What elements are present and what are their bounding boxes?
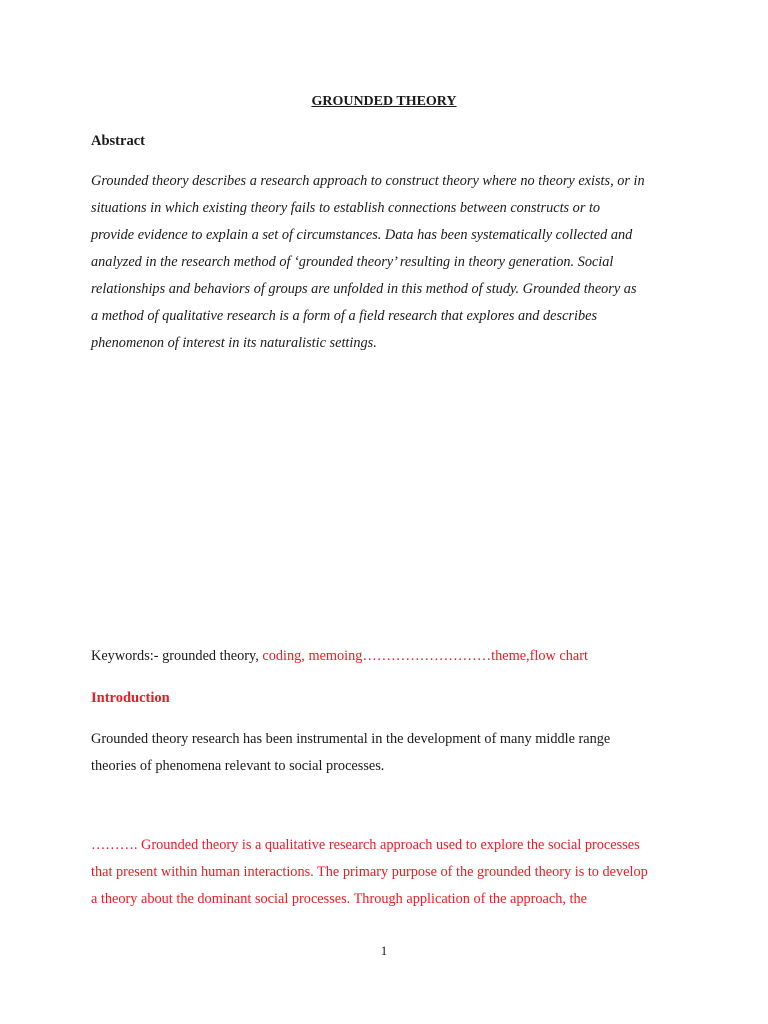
intro-red-line: ………. Grounded theory is a qualitative research approach used to explore the social processes xyxy=(91,837,640,853)
abstract-line: relationships and behaviors of groups are unfolded in this method of study. Grounded theory as xyxy=(91,281,637,297)
introduction-highlighted-paragraph xyxy=(91,832,711,913)
document-title: GROUNDED THEORY xyxy=(311,94,457,109)
abstract-line: a method of qualitative research is a form of a field research that explores and describes xyxy=(91,308,598,324)
abstract-line: Grounded theory describes a research approach to construct theory where no theory exists, or in xyxy=(91,173,645,189)
intro-line: theories of phenomena relevant to social processes. xyxy=(91,758,385,774)
introduction-heading: Introduction xyxy=(91,690,170,706)
intro-red-line: a theory about the dominant social processes. Through application of the approach, the xyxy=(91,891,588,907)
keywords-highlighted: coding, memoing………………………theme,flow chart xyxy=(262,648,588,664)
abstract-body xyxy=(91,168,691,357)
keywords-label: Keywords:- grounded theory, xyxy=(91,648,263,664)
intro-line: Grounded theory research has been instrumental in the development of many middle range xyxy=(91,731,611,747)
introduction-paragraph xyxy=(91,726,691,780)
keywords-line xyxy=(91,648,711,665)
intro-red-line: that present within human interactions. The primary purpose of the grounded theory is to develop xyxy=(91,864,648,880)
abstract-heading: Abstract xyxy=(91,133,145,149)
abstract-line: analyzed in the research method of ‘grounded theory’ resulting in theory generation. Social xyxy=(91,254,614,270)
abstract-line: phenomenon of interest in its naturalistic settings. xyxy=(91,335,377,351)
page-number: 1 xyxy=(380,943,388,958)
abstract-line: situations in which existing theory fails to establish connections between constructs or to xyxy=(91,200,601,216)
abstract-line: provide evidence to explain a set of circumstances. Data has been systematically collected and xyxy=(91,227,633,243)
